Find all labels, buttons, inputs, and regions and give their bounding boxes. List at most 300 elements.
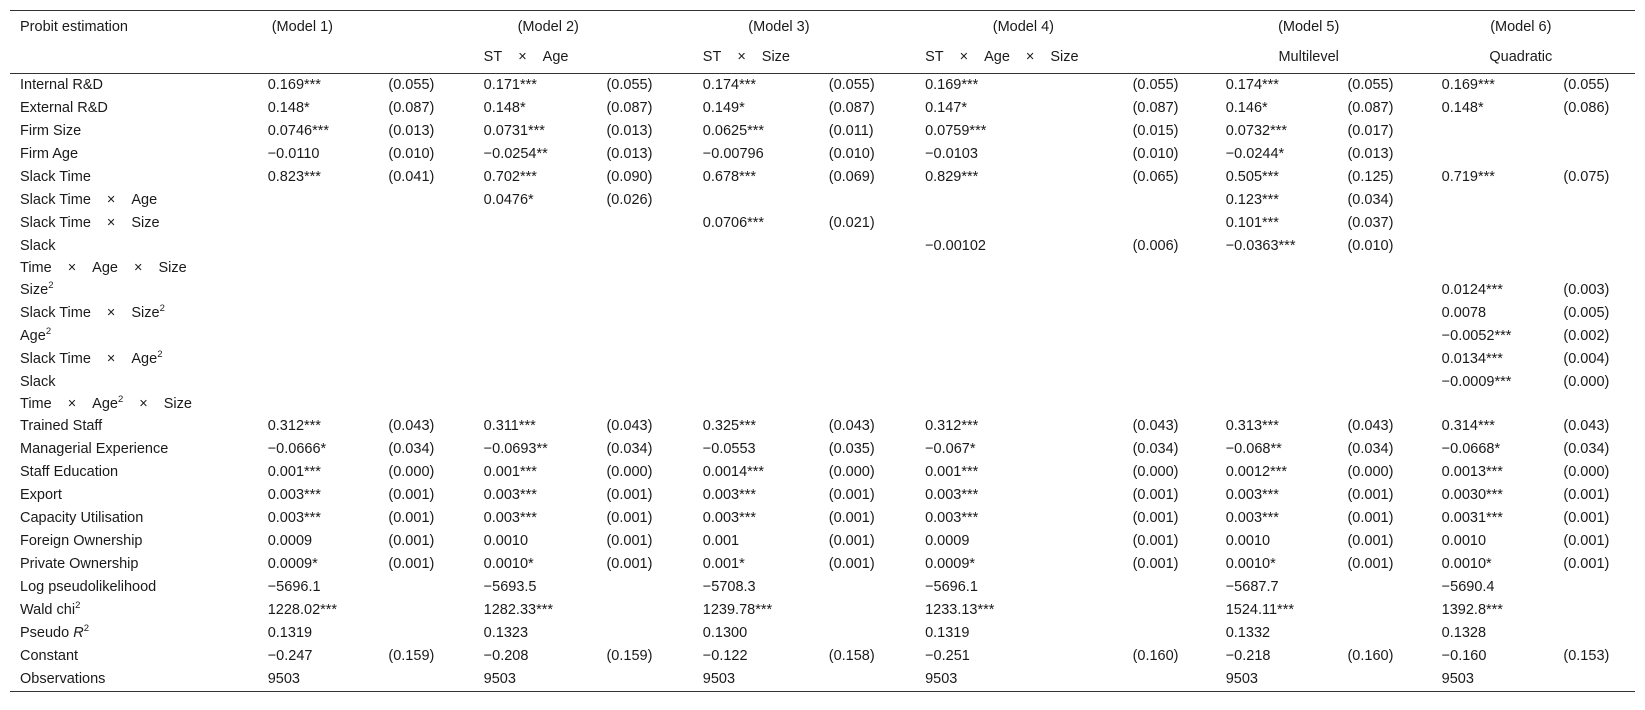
std-error-cell xyxy=(1123,371,1216,415)
std-error-cell xyxy=(378,622,473,645)
row-label: Slack Time × Age$^2$ × Size xyxy=(20,374,192,412)
std-error-cell xyxy=(819,371,915,415)
std-error-cell: (0.001) xyxy=(1563,533,1610,549)
coefficient-cell xyxy=(1216,371,1338,415)
table-row xyxy=(10,97,1635,120)
std-error-cell: (0.055) xyxy=(1347,77,1394,93)
std-error-cell xyxy=(819,302,915,325)
std-error-cell xyxy=(1553,235,1635,279)
coefficient-cell: 0.0013*** xyxy=(1441,464,1503,480)
coefficient-cell: 0.0010* xyxy=(483,556,534,572)
coefficient-cell: 0.1319 xyxy=(267,625,313,641)
coefficient-cell xyxy=(258,302,379,325)
coefficient-cell: 0.148* xyxy=(1441,100,1484,116)
coefficient-cell: 0.0134*** xyxy=(1441,351,1503,367)
row-label: Pseudo $R^2$ xyxy=(20,623,89,641)
std-error-cell xyxy=(378,668,473,692)
coefficient-cell: 1228.02*** xyxy=(267,602,338,618)
table-row xyxy=(10,645,1635,668)
coefficient-cell: 0.003*** xyxy=(483,510,537,526)
std-error-cell xyxy=(378,189,473,212)
header-row-specifications xyxy=(10,43,1635,74)
std-error-cell xyxy=(1123,576,1216,599)
std-error-cell xyxy=(378,371,473,415)
probit-estimation-table xyxy=(10,10,1635,692)
coefficient-cell: 0.312*** xyxy=(267,418,321,434)
coefficient-cell xyxy=(693,235,819,279)
std-error-cell xyxy=(1123,668,1216,692)
coefficient-cell xyxy=(474,235,597,279)
coefficient-cell: 9503 xyxy=(693,668,819,692)
table-row xyxy=(10,553,1635,576)
std-error-cell xyxy=(819,325,915,348)
coefficient-cell xyxy=(1216,279,1338,302)
row-label: Slack Time × Size$^2$ xyxy=(20,303,165,321)
std-error-cell: (0.001) xyxy=(388,556,435,572)
coefficient-cell: 1282.33*** xyxy=(483,602,553,618)
coefficient-cell: 0.0010* xyxy=(1225,556,1276,572)
coefficient-cell xyxy=(915,212,1122,235)
header-model-6-spec: Quadratic xyxy=(1432,43,1635,74)
std-error-cell: (0.013) xyxy=(1347,146,1394,162)
std-error-cell: (0.034) xyxy=(1563,441,1610,457)
coefficient-cell xyxy=(474,212,597,235)
std-error-cell: (0.160) xyxy=(1132,648,1179,664)
coefficient-cell: 0.0476* xyxy=(483,192,534,208)
coefficient-cell: −0.0254** xyxy=(483,146,548,162)
std-error-cell xyxy=(378,576,473,599)
std-error-cell: (0.013) xyxy=(606,146,653,162)
std-error-cell: (0.010) xyxy=(1347,238,1394,254)
row-label: Slack Time × Size xyxy=(20,215,160,231)
table-row xyxy=(10,166,1635,189)
std-error-cell xyxy=(1337,576,1431,599)
coefficient-cell: 0.0746*** xyxy=(267,123,329,139)
coefficient-cell: −0.0363*** xyxy=(1225,238,1296,254)
header-model-3-spec: ST × Size xyxy=(693,43,915,74)
header-model-1-spec xyxy=(258,43,474,74)
std-error-cell: (0.034) xyxy=(606,441,653,457)
std-error-cell: (0.043) xyxy=(828,418,875,434)
std-error-cell: (0.041) xyxy=(388,169,435,185)
std-error-cell: (0.000) xyxy=(1563,464,1610,480)
coefficient-cell: 0.0010 xyxy=(1225,533,1271,549)
std-error-cell xyxy=(1337,302,1431,325)
coefficient-cell: 0.003*** xyxy=(925,487,979,503)
coefficient-cell: 1524.11*** xyxy=(1225,602,1294,618)
table-row xyxy=(10,302,1635,325)
coefficient-cell: 0.1328 xyxy=(1441,625,1487,641)
std-error-cell: (0.013) xyxy=(606,123,653,139)
header-model-6: (Model 6) xyxy=(1432,11,1635,44)
row-label: Age$^2$ xyxy=(20,326,52,344)
coefficient-cell xyxy=(693,371,819,415)
std-error-cell xyxy=(596,576,692,599)
std-error-cell xyxy=(1553,668,1635,692)
table-row xyxy=(10,668,1635,692)
std-error-cell: (0.043) xyxy=(1563,418,1610,434)
coefficient-cell: 0.001* xyxy=(702,556,745,572)
std-error-cell xyxy=(1553,189,1635,212)
coefficient-cell: −0.0693** xyxy=(483,441,548,457)
table-row xyxy=(10,120,1635,143)
std-error-cell: (0.005) xyxy=(1563,305,1610,321)
coefficient-cell: 0.1319 xyxy=(925,625,970,641)
std-error-cell xyxy=(1337,279,1431,302)
coefficient-cell xyxy=(258,235,379,279)
header-empty-label xyxy=(10,43,258,74)
coefficient-cell: 0.1332 xyxy=(1225,625,1271,641)
std-error-cell: (0.001) xyxy=(1132,510,1179,526)
coefficient-cell: −0.208 xyxy=(483,648,529,664)
coefficient-cell: 0.003*** xyxy=(267,510,321,526)
std-error-cell: (0.055) xyxy=(1563,77,1610,93)
coefficient-cell xyxy=(258,325,379,348)
std-error-cell xyxy=(819,235,915,279)
std-error-cell: (0.090) xyxy=(606,169,653,185)
coefficient-cell xyxy=(1432,189,1554,212)
coefficient-cell xyxy=(474,371,597,415)
std-error-cell: (0.043) xyxy=(606,418,653,434)
coefficient-cell: 0.003*** xyxy=(925,510,979,526)
std-error-cell: (0.015) xyxy=(1132,123,1179,139)
coefficient-cell: −5696.1 xyxy=(267,579,321,595)
coefficient-cell: 0.174*** xyxy=(1225,77,1279,93)
coefficient-cell xyxy=(258,371,379,415)
coefficient-cell: 0.148* xyxy=(483,100,526,116)
std-error-cell xyxy=(596,235,692,279)
coefficient-cell: 0.003*** xyxy=(702,510,756,526)
std-error-cell: (0.021) xyxy=(828,215,875,231)
table-row xyxy=(10,143,1635,166)
coefficient-cell: 0.123*** xyxy=(1225,192,1279,208)
std-error-cell xyxy=(1553,212,1635,235)
coefficient-cell xyxy=(258,189,379,212)
std-error-cell xyxy=(596,325,692,348)
std-error-cell: (0.026) xyxy=(606,192,653,208)
table-row xyxy=(10,576,1635,599)
std-error-cell: (0.055) xyxy=(828,77,875,93)
std-error-cell: (0.003) xyxy=(1563,282,1610,298)
std-error-cell: (0.001) xyxy=(606,510,653,526)
row-label: Slack Time × Age × Size xyxy=(20,238,187,276)
row-label: Managerial Experience xyxy=(20,441,169,457)
std-error-cell: (0.001) xyxy=(828,487,875,503)
std-error-cell: (0.075) xyxy=(1563,169,1610,185)
coefficient-cell xyxy=(258,279,379,302)
std-error-cell xyxy=(1123,189,1216,212)
row-label: External R&D xyxy=(20,100,108,116)
coefficient-cell xyxy=(915,325,1122,348)
table-row xyxy=(10,530,1635,553)
row-label: Staff Education xyxy=(20,464,119,480)
std-error-cell: (0.087) xyxy=(388,100,435,116)
coefficient-cell: 0.003*** xyxy=(1225,510,1279,526)
std-error-cell xyxy=(1553,622,1635,645)
std-error-cell: (0.001) xyxy=(606,556,653,572)
std-error-cell: (0.000) xyxy=(1132,464,1179,480)
coefficient-cell: 0.003*** xyxy=(1225,487,1279,503)
table-row xyxy=(10,371,1635,415)
std-error-cell: (0.000) xyxy=(828,464,875,480)
coefficient-cell: −0.00796 xyxy=(702,146,764,162)
coefficient-cell: −0.0103 xyxy=(925,146,978,162)
coefficient-cell: 9503 xyxy=(258,668,379,692)
table-row xyxy=(10,325,1635,348)
table-row xyxy=(10,438,1635,461)
coefficient-cell: 0.0009 xyxy=(267,533,313,549)
coefficient-cell xyxy=(474,279,597,302)
std-error-cell xyxy=(819,348,915,371)
header-model-4: (Model 4) xyxy=(915,11,1216,44)
std-error-cell: (0.087) xyxy=(606,100,653,116)
coefficient-cell: 0.311*** xyxy=(483,418,536,434)
std-error-cell: (0.010) xyxy=(1132,146,1179,162)
coefficient-cell: −5693.5 xyxy=(483,579,537,595)
coefficient-cell: 0.0030*** xyxy=(1441,487,1503,503)
std-error-cell: (0.158) xyxy=(828,648,875,664)
table-row xyxy=(10,415,1635,438)
table-row xyxy=(10,189,1635,212)
std-error-cell xyxy=(1553,576,1635,599)
row-label: Private Ownership xyxy=(20,556,139,572)
std-error-cell: (0.159) xyxy=(606,648,653,664)
coefficient-cell: 0.0014*** xyxy=(702,464,765,480)
std-error-cell: (0.017) xyxy=(1347,123,1394,139)
coefficient-cell xyxy=(474,325,597,348)
coefficient-cell xyxy=(915,189,1122,212)
std-error-cell: (0.000) xyxy=(388,464,435,480)
std-error-cell: (0.055) xyxy=(1132,77,1179,93)
coefficient-cell: 0.001*** xyxy=(267,464,321,480)
std-error-cell: (0.001) xyxy=(1347,556,1394,572)
std-error-cell: (0.000) xyxy=(1347,464,1394,480)
std-error-cell: (0.087) xyxy=(1132,100,1179,116)
row-label: Firm Age xyxy=(20,146,79,162)
std-error-cell: (0.001) xyxy=(1563,556,1610,572)
coefficient-cell: 0.0010* xyxy=(1441,556,1492,572)
std-error-cell xyxy=(819,279,915,302)
table-row xyxy=(10,212,1635,235)
std-error-cell xyxy=(596,302,692,325)
std-error-cell: (0.069) xyxy=(828,169,875,185)
std-error-cell: (0.125) xyxy=(1347,169,1394,185)
row-label: Capacity Utilisation xyxy=(20,510,144,526)
coefficient-cell: 0.174*** xyxy=(702,77,756,93)
coefficient-cell: 0.003*** xyxy=(267,487,321,503)
std-error-cell: (0.001) xyxy=(1132,487,1179,503)
row-label: Firm Size xyxy=(20,123,82,139)
coefficient-cell: 0.169*** xyxy=(925,77,979,93)
std-error-cell xyxy=(596,348,692,371)
coefficient-cell: 0.829*** xyxy=(925,169,979,185)
table-row xyxy=(10,599,1635,622)
std-error-cell xyxy=(378,212,473,235)
coefficient-cell xyxy=(693,279,819,302)
table-row xyxy=(10,348,1635,371)
coefficient-cell: 9503 xyxy=(915,668,1122,692)
coefficient-cell xyxy=(915,279,1122,302)
row-label: Wald chi$^2$ xyxy=(20,600,81,618)
std-error-cell: (0.086) xyxy=(1563,100,1610,116)
std-error-cell xyxy=(1337,622,1431,645)
std-error-cell: (0.001) xyxy=(1563,510,1610,526)
coefficient-cell: 0.1300 xyxy=(702,625,748,641)
row-label: Trained Staff xyxy=(20,418,103,434)
table-row xyxy=(10,235,1635,279)
coefficient-cell: 0.314*** xyxy=(1441,418,1495,434)
std-error-cell: (0.159) xyxy=(388,648,435,664)
coefficient-cell: 0.147* xyxy=(925,100,968,116)
coefficient-cell: 0.702*** xyxy=(483,169,537,185)
coefficient-cell: 0.0625*** xyxy=(702,123,765,139)
coefficient-cell: 0.0010 xyxy=(1441,533,1487,549)
std-error-cell: (0.011) xyxy=(828,123,874,139)
coefficient-cell: 0.146* xyxy=(1225,100,1268,116)
std-error-cell xyxy=(819,668,915,692)
coefficient-cell: −0.160 xyxy=(1441,648,1487,664)
std-error-cell: (0.160) xyxy=(1347,648,1394,664)
std-error-cell xyxy=(819,599,915,622)
coefficient-cell xyxy=(915,371,1122,415)
row-label: Export xyxy=(20,487,62,503)
std-error-cell xyxy=(596,212,692,235)
coefficient-cell xyxy=(693,189,819,212)
coefficient-cell xyxy=(1432,120,1554,143)
std-error-cell xyxy=(378,235,473,279)
std-error-cell: (0.006) xyxy=(1132,238,1179,254)
std-error-cell: (0.001) xyxy=(1132,556,1179,572)
coefficient-cell: 0.169*** xyxy=(1441,77,1495,93)
coefficient-cell: 9503 xyxy=(474,668,597,692)
coefficient-cell xyxy=(258,212,379,235)
table-header xyxy=(10,11,1635,74)
coefficient-cell: 0.001 xyxy=(702,533,740,549)
coefficient-cell: 0.823*** xyxy=(267,169,321,185)
header-model-2-spec: ST × Age xyxy=(474,43,693,74)
std-error-cell: (0.010) xyxy=(388,146,435,162)
std-error-cell: (0.001) xyxy=(1347,487,1394,503)
coefficient-cell: 0.0078 xyxy=(1441,305,1487,321)
std-error-cell: (0.013) xyxy=(388,123,435,139)
coefficient-cell: −5687.7 xyxy=(1225,579,1279,595)
std-error-cell: (0.004) xyxy=(1563,351,1610,367)
coefficient-cell: −0.067* xyxy=(925,441,976,457)
coefficient-cell xyxy=(474,302,597,325)
std-error-cell: (0.001) xyxy=(1347,510,1394,526)
std-error-cell xyxy=(378,599,473,622)
table-body xyxy=(10,74,1635,692)
std-error-cell xyxy=(1337,599,1431,622)
std-error-cell xyxy=(596,279,692,302)
std-error-cell: (0.043) xyxy=(388,418,435,434)
std-error-cell xyxy=(1337,325,1431,348)
std-error-cell xyxy=(1123,325,1216,348)
coefficient-cell: 0.001*** xyxy=(925,464,979,480)
coefficient-cell: −0.00102 xyxy=(925,238,986,254)
header-model-2: (Model 2) xyxy=(474,11,693,44)
std-error-cell: (0.001) xyxy=(606,533,653,549)
coefficient-cell: 0.325*** xyxy=(702,418,756,434)
coefficient-cell xyxy=(258,348,379,371)
coefficient-cell: 0.313*** xyxy=(1225,418,1279,434)
header-model-5: (Model 5) xyxy=(1216,11,1432,44)
coefficient-cell: −0.0666* xyxy=(267,441,327,457)
std-error-cell: (0.043) xyxy=(1347,418,1394,434)
coefficient-cell: −5690.4 xyxy=(1441,579,1495,595)
coefficient-cell: 0.0012*** xyxy=(1225,464,1287,480)
coefficient-cell: 0.001*** xyxy=(483,464,537,480)
std-error-cell xyxy=(819,622,915,645)
coefficient-cell xyxy=(915,348,1122,371)
coefficient-cell xyxy=(474,348,597,371)
std-error-cell: (0.001) xyxy=(828,556,875,572)
coefficient-cell: −0.247 xyxy=(267,648,313,664)
std-error-cell: (0.037) xyxy=(1347,215,1394,231)
coefficient-cell: −0.0668* xyxy=(1441,441,1501,457)
coefficient-cell: 0.0031*** xyxy=(1441,510,1503,526)
std-error-cell: (0.034) xyxy=(388,441,435,457)
std-error-cell xyxy=(1123,279,1216,302)
row-label: Internal R&D xyxy=(20,77,104,93)
table-row xyxy=(10,461,1635,484)
coefficient-cell: 0.0009* xyxy=(267,556,318,572)
std-error-cell xyxy=(1123,622,1216,645)
std-error-cell: (0.043) xyxy=(1132,418,1179,434)
std-error-cell: (0.153) xyxy=(1563,648,1610,664)
std-error-cell: (0.001) xyxy=(1132,533,1179,549)
coefficient-cell: −0.122 xyxy=(702,648,748,664)
coefficient-cell: 9503 xyxy=(1432,668,1554,692)
coefficient-cell: 0.0010 xyxy=(483,533,529,549)
coefficient-cell: −0.068** xyxy=(1225,441,1282,457)
std-error-cell: (0.034) xyxy=(1132,441,1179,457)
std-error-cell xyxy=(1123,302,1216,325)
coefficient-cell: −5708.3 xyxy=(702,579,756,595)
coefficient-cell xyxy=(1216,348,1338,371)
std-error-cell: (0.001) xyxy=(1563,487,1610,503)
coefficient-cell: −0.0244* xyxy=(1225,146,1285,162)
coefficient-cell: −0.0052*** xyxy=(1441,328,1512,344)
std-error-cell: (0.001) xyxy=(388,487,435,503)
header-model-4-spec: ST × Age × Size xyxy=(915,43,1216,74)
std-error-cell xyxy=(1553,599,1635,622)
table-row xyxy=(10,74,1635,98)
row-label: Slack Time × Age xyxy=(20,192,158,208)
coefficient-cell: 0.101*** xyxy=(1225,215,1279,231)
std-error-cell: (0.001) xyxy=(388,533,435,549)
coefficient-cell xyxy=(915,302,1122,325)
coefficient-cell xyxy=(1432,212,1554,235)
std-error-cell xyxy=(819,189,915,212)
coefficient-cell: 0.505*** xyxy=(1225,169,1279,185)
std-error-cell xyxy=(596,668,692,692)
coefficient-cell: 0.0706*** xyxy=(702,215,765,231)
coefficient-cell xyxy=(693,302,819,325)
coefficient-cell: 0.0732*** xyxy=(1225,123,1287,139)
coefficient-cell: 9503 xyxy=(1216,668,1338,692)
coefficient-cell: −0.0009*** xyxy=(1441,374,1512,390)
coefficient-cell: 0.1323 xyxy=(483,625,529,641)
coefficient-cell: 0.148* xyxy=(267,100,310,116)
coefficient-cell: 1392.8*** xyxy=(1441,602,1503,618)
std-error-cell: (0.034) xyxy=(1347,192,1394,208)
std-error-cell xyxy=(378,302,473,325)
table-row xyxy=(10,507,1635,530)
std-error-cell xyxy=(596,371,692,415)
coefficient-cell: 0.719*** xyxy=(1441,169,1495,185)
std-error-cell: (0.087) xyxy=(828,100,875,116)
